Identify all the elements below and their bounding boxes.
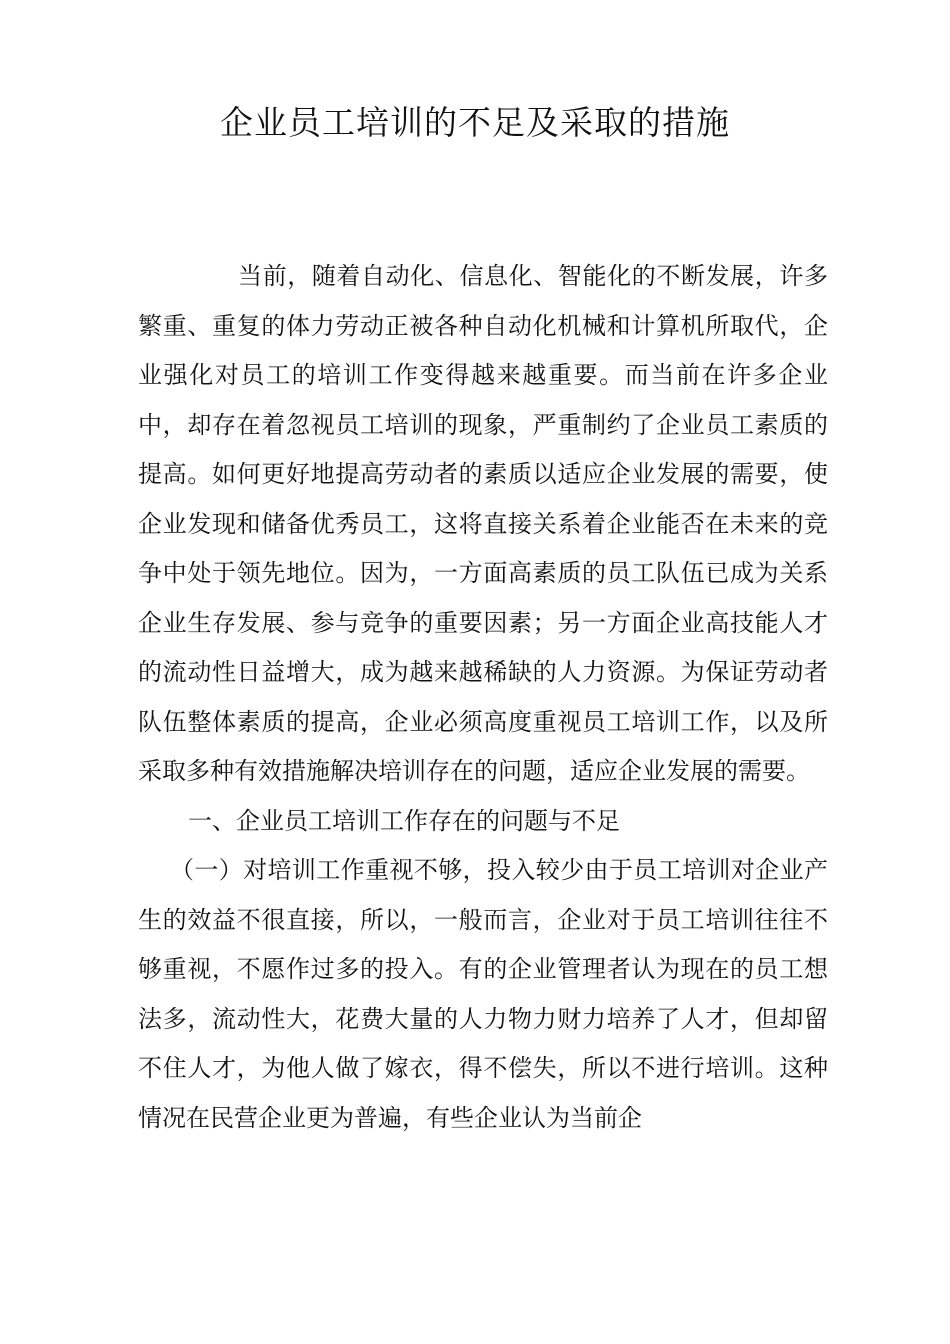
section-heading-1: 一、企业员工培训工作存在的问题与不足: [188, 806, 620, 835]
document-title: 企业员工培训的不足及采取的措施: [220, 103, 730, 142]
subsection-paragraph-1: （一）对培训工作重视不够，投入较少由于员工培训对企业产生的效益不很直接，所以，一般而言，企业对于员工培训往往不够重视，不愿作过多的投入。有的企业管理者认为现在的员工想法多，流动性大，花费大量的人力物力财力培养了人才，但却留不住人才，为他人做了嫁衣，得不偿失，所以不进行培训。这种情况在民营企业更为普遍，有些企业认为当前企: [138, 856, 828, 1132]
intro-paragraph: 当前，随着自动化、信息化、智能化的不断发展，许多繁重、重复的体力劳动正被各种自动化机械和计算机所取代，企业强化对员工的培训工作变得越来越重要。而当前在许多企业中，却存在着忽视员工培训的现象，严重制约了企业员工素质的提高。如何更好地提高劳动者的素质以适应企业发展的需要，使企业发现和储备优秀员工，这将直接关系着企业能否在未来的竞争中处于领先地位。因为，一方面高素质的员工队伍已成为关系企业生存发展、参与竞争的重要因素；另一方面企业高技能人才的流动性日益增大，成为越来越稀缺的人力资源。为保证劳动者队伍整体素质的提高，企业必须高度重视员工培训工作，以及所采取多种有效措施解决培训存在的问题，适应企业发展的需要。: [138, 262, 828, 785]
document-body: [138, 252, 828, 1143]
